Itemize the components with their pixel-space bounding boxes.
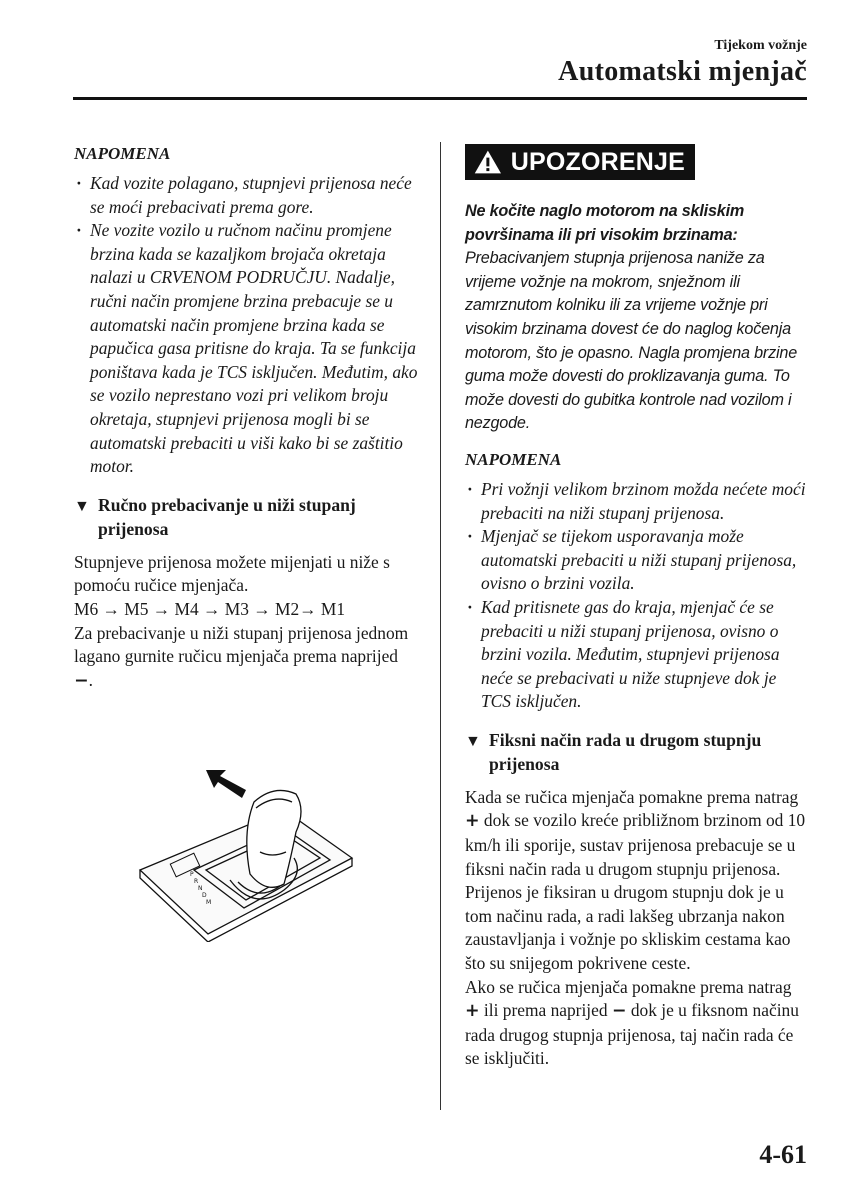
warning-heading: Ne kočite naglo motorom na skliskim površinama ili pri visokim brzinama: [465, 202, 745, 244]
page-title: Automatski mjenjač [558, 56, 807, 87]
page-number: 4-61 [759, 1140, 807, 1169]
plus-symbol: + [465, 1001, 480, 1022]
warning-label: UPOZORENJE [510, 147, 685, 176]
right-column [465, 140, 810, 1071]
gate-label-p: P [190, 871, 194, 878]
warning-banner [465, 144, 695, 180]
section-heading [465, 728, 810, 776]
gate-label-m: M [206, 899, 212, 906]
section-title: Fiksni način rada u drugom stupnju prijenosa [489, 729, 762, 774]
plus-symbol: + [465, 811, 480, 832]
chapter-label: Tijekom vožnje [714, 38, 807, 53]
gear-shifter-illustration [134, 762, 364, 942]
minus-symbol: − [74, 670, 89, 691]
body-text: ili prema naprijed [479, 1000, 612, 1021]
note-list [465, 478, 810, 714]
body-text: . [88, 669, 93, 690]
body-text: dok je u fiksnom načinu rada drugog stupnja prijenosa, taj način rada će se isključiti. [465, 1000, 799, 1069]
left-column [74, 140, 419, 693]
note-list [74, 172, 419, 479]
note-title: NAPOMENA [465, 449, 562, 469]
section-heading [74, 493, 419, 541]
body-text: Ako se ručica mjenjača pomakne prema natrag [465, 976, 792, 997]
minus-symbol: − [611, 1001, 627, 1022]
body-text: dok se vozilo kreće približnom brzinom od 10 km/h ili sporije, sustav prijenosa prebacuje se u fiksni način rada u drugom stupnju prijenosa. Prijenos je fiksiran u drugom stupnju dok je u tom načinu rada, a radi lakšeg ubrzanja nakon zaustavljanja i vožnje po skliskim cestama kao što su snijegom pokrivene ceste. [465, 810, 806, 974]
warning-triangle-icon [473, 147, 503, 177]
section-body [74, 551, 419, 694]
warning-body: Prebacivanjem stupnja prijenosa naniže za vrijeme vožnje na mokrom, snježnom ili zamrznutom kolniku ili za vrijeme vožnje pri visokim brzinama dovest će do naglog kočenja motorom, što je opasno. Nagla promjena brzine guma može dovesti do proklizavanja guma. To može dovesti do gubitka kontrole nad vozilom i nezgode. [465, 249, 798, 433]
gate-label-d: D [202, 892, 207, 899]
note-item: · Kad pritisnete gas do kraja, mjenjač će se prebaciti u niži stupanj prijenosa, ovisno o brzini vozila. Međutim, stupnjevi prijenosa neće se prebacivati u niže stupnjeve dok je TCS isključen. [465, 596, 810, 714]
body-text: Za prebacivanje u niži stupanj prijenosa jednom lagano gurnite ručicu mjenjača prema naprijed [74, 622, 409, 667]
gear-sequence: M6 → M5 → M4 → M3 → M2→ M1 [74, 598, 346, 619]
note-item: · Ne vozite vozilo u ručnom načinu promjene brzina kada se kazaljkom brojača okretaja nalazi u CRVENOM PODRUČJU. Nadalje, ručni način promjene brzina prebacuje se u automatski način promjene brzina kada se papučica gasa pritisne do kraja. Ta se funkcija poništava kada je TCS isključen. Međutim, ako se vozilo neprestano vozi pri velikom broju okretaja, stupnjevi prijenosa mogli bi se automatski prebaciti u viši kako bi se zaštitio motor. [74, 219, 419, 479]
gate-label-n: N [198, 885, 203, 892]
section-title: Ručno prebacivanje u niži stupanj prijenosa [98, 494, 356, 539]
column-divider [440, 142, 441, 1110]
section-body [465, 786, 810, 1071]
note-title: NAPOMENA [74, 144, 171, 163]
gate-label-r: R [194, 878, 199, 885]
triangle-down-icon: ▼ [74, 497, 90, 515]
header-rule [73, 97, 807, 100]
note-item: · Mjenjač se tijekom usporavanja može automatski prebaciti u niži stupanj prijenosa, ovisno o brzini vozila. [465, 525, 810, 596]
note-item: · Kad vozite polagano, stupnjevi prijenosa neće se moći prebacivati prema gore. [74, 172, 419, 219]
triangle-down-icon: ▼ [465, 732, 481, 750]
body-text: Kada se ručica mjenjača pomakne prema natrag [465, 786, 799, 807]
body-text: Stupnjeve prijenosa možete mijenjati u niže s pomoću ručice mjenjača. [74, 551, 390, 596]
note-item: · Pri vožnji velikom brzinom možda nećete moći prebaciti na niži stupanj prijenosa. [465, 478, 810, 525]
